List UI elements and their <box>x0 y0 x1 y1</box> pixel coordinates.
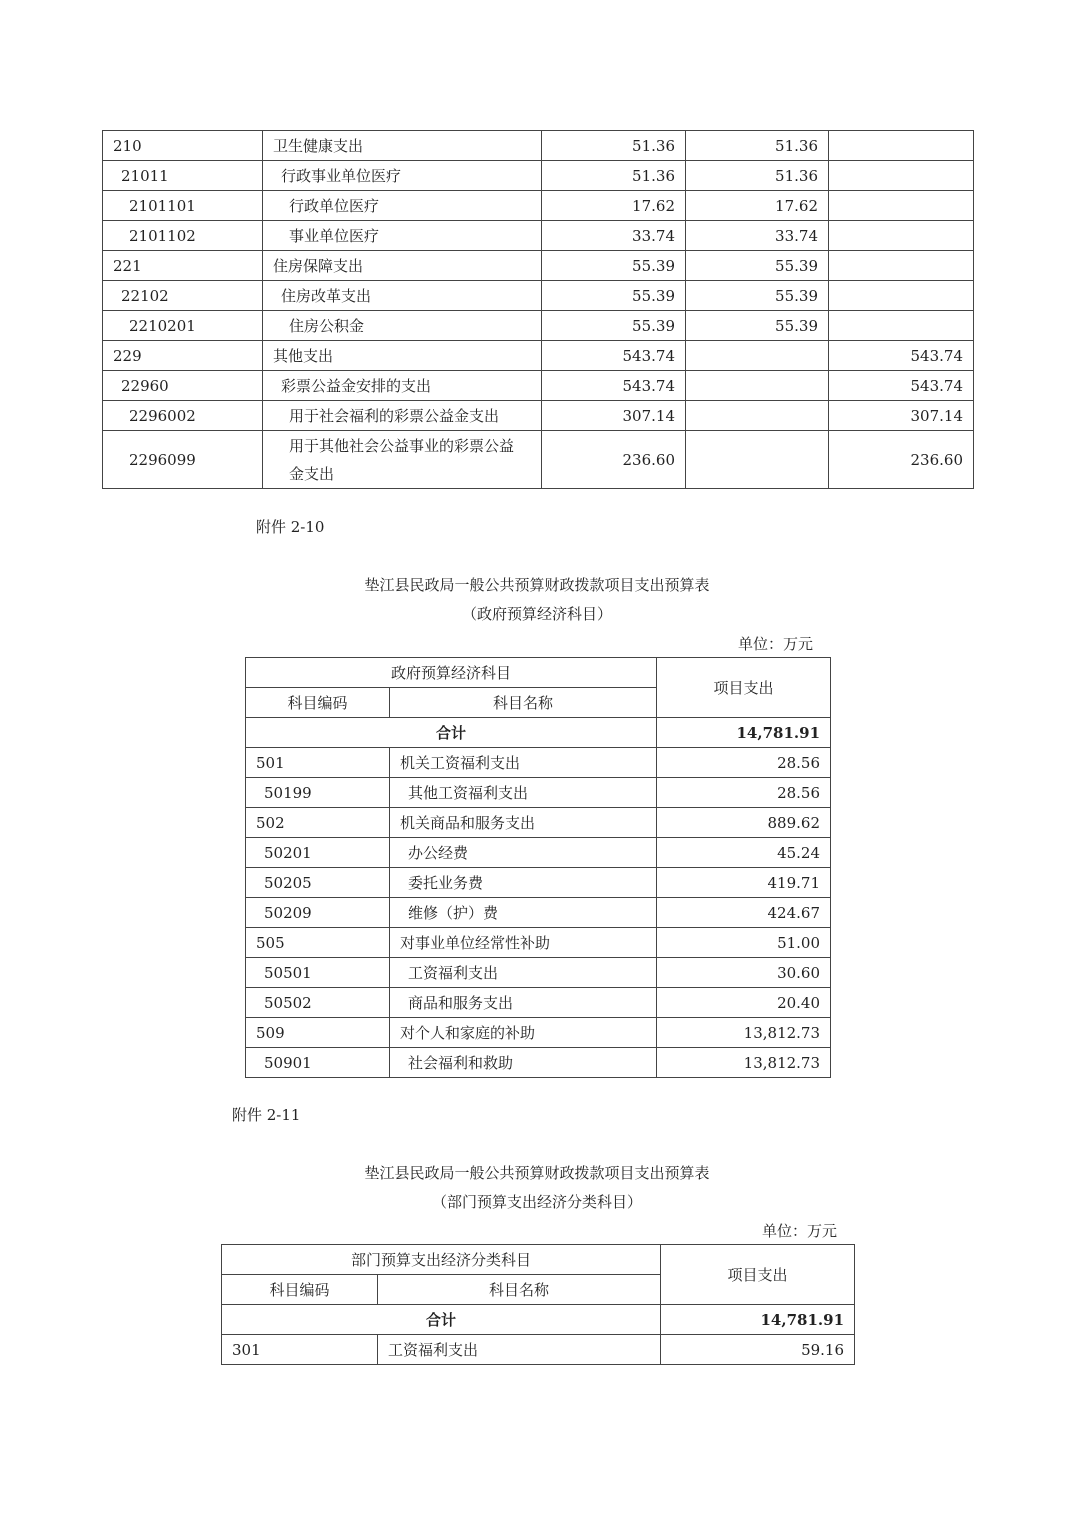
code-cell: 50502 <box>246 988 390 1018</box>
value-cell-1: 51.36 <box>542 161 686 191</box>
attachment-label-2-10: 附件 2-10 <box>256 518 325 536</box>
table-row <box>246 1048 831 1078</box>
table-1-body <box>103 131 974 489</box>
table-row <box>246 808 831 838</box>
value-cell: 51.00 <box>657 928 831 958</box>
table-2-col-value: 项目支出 <box>657 658 831 718</box>
table-row <box>103 371 974 401</box>
code-cell: 50199 <box>246 778 390 808</box>
value-cell-1: 307.14 <box>542 401 686 431</box>
code-cell: 50501 <box>246 958 390 988</box>
name-cell: 商品和服务支出 <box>390 988 657 1018</box>
value-cell-2: 55.39 <box>686 251 829 281</box>
value-cell: 20.40 <box>657 988 831 1018</box>
table-row <box>103 161 974 191</box>
table-3-col-name: 科目名称 <box>378 1275 661 1305</box>
value-cell-3 <box>829 281 974 311</box>
table-row <box>103 341 974 371</box>
code-cell: 2101102 <box>103 221 263 251</box>
table-row <box>103 131 974 161</box>
name-cell: 住房改革支出 <box>263 281 542 311</box>
value-cell-3: 543.74 <box>829 341 974 371</box>
table-row <box>103 281 974 311</box>
name-cell: 其他工资福利支出 <box>390 778 657 808</box>
name-cell: 行政单位医疗 <box>263 191 542 221</box>
value-cell-2: 55.39 <box>686 311 829 341</box>
table-row <box>103 221 974 251</box>
code-cell: 50201 <box>246 838 390 868</box>
table-2-total-value: 14,781.91 <box>657 718 831 748</box>
table-2-col-code: 科目编码 <box>246 688 390 718</box>
value-cell-3 <box>829 311 974 341</box>
table-row <box>246 958 831 988</box>
name-cell: 用于社会福利的彩票公益金支出 <box>263 401 542 431</box>
value-cell-3: 307.14 <box>829 401 974 431</box>
table-2-total-row <box>246 718 831 748</box>
value-cell-3: 236.60 <box>829 431 974 489</box>
value-cell-3: 543.74 <box>829 371 974 401</box>
table-2-col-name: 科目名称 <box>390 688 657 718</box>
table-row <box>246 778 831 808</box>
name-cell: 机关商品和服务支出 <box>390 808 657 838</box>
table-3-col-value: 项目支出 <box>661 1245 855 1305</box>
value-cell: 424.67 <box>657 898 831 928</box>
table-2-total-label: 合计 <box>246 718 657 748</box>
value-cell: 889.62 <box>657 808 831 838</box>
name-cell: 住房公积金 <box>263 311 542 341</box>
table-3-total-value: 14,781.91 <box>661 1305 855 1335</box>
table-3-body <box>222 1245 855 1365</box>
name-cell: 其他支出 <box>263 341 542 371</box>
table-row <box>246 838 831 868</box>
name-cell: 用于其他社会公益事业的彩票公益金支出 <box>263 431 542 489</box>
name-cell: 维修（护）费 <box>390 898 657 928</box>
value-cell: 13,812.73 <box>657 1048 831 1078</box>
value-cell: 419.71 <box>657 868 831 898</box>
code-cell: 50205 <box>246 868 390 898</box>
code-cell: 502 <box>246 808 390 838</box>
value-cell-3 <box>829 161 974 191</box>
table-row <box>103 431 974 489</box>
value-cell-2: 33.74 <box>686 221 829 251</box>
table-row <box>222 1335 855 1365</box>
value-cell-1: 55.39 <box>542 281 686 311</box>
code-cell: 2101101 <box>103 191 263 221</box>
value-cell: 45.24 <box>657 838 831 868</box>
table-3-col-code: 科目编码 <box>222 1275 378 1305</box>
table-row <box>246 898 831 928</box>
table-row <box>103 251 974 281</box>
table-3-total-row <box>222 1305 855 1335</box>
table-row <box>246 928 831 958</box>
value-cell-1: 55.39 <box>542 251 686 281</box>
code-cell: 2296002 <box>103 401 263 431</box>
name-cell: 工资福利支出 <box>378 1335 661 1365</box>
table-2-unit: 单位：万元 <box>738 635 814 653</box>
value-cell-2: 55.39 <box>686 281 829 311</box>
code-cell: 501 <box>246 748 390 778</box>
value-cell: 28.56 <box>657 778 831 808</box>
name-cell: 卫生健康支出 <box>263 131 542 161</box>
value-cell-1: 51.36 <box>542 131 686 161</box>
table-row <box>246 748 831 778</box>
value-cell-2: 51.36 <box>686 131 829 161</box>
table-3-total-label: 合计 <box>222 1305 661 1335</box>
value-cell: 30.60 <box>657 958 831 988</box>
table-3-unit: 单位：万元 <box>762 1222 838 1240</box>
name-cell: 机关工资福利支出 <box>390 748 657 778</box>
table-3-subtitle: （部门预算支出经济分类科目） <box>431 1193 642 1211</box>
code-cell: 229 <box>103 341 263 371</box>
name-cell: 彩票公益金安排的支出 <box>263 371 542 401</box>
code-cell: 505 <box>246 928 390 958</box>
table-3-header-row <box>222 1245 855 1275</box>
value-cell-1: 543.74 <box>542 341 686 371</box>
value-cell-3 <box>829 191 974 221</box>
table-2-title: 垫江县民政局一般公共预算财政拨款项目支出预算表 <box>364 576 710 594</box>
value-cell-3 <box>829 251 974 281</box>
value-cell-1: 55.39 <box>542 311 686 341</box>
value-cell-2: 17.62 <box>686 191 829 221</box>
value-cell-3 <box>829 221 974 251</box>
value-cell-2 <box>686 401 829 431</box>
name-cell: 办公经费 <box>390 838 657 868</box>
table-row <box>246 1018 831 1048</box>
code-cell: 221 <box>103 251 263 281</box>
name-cell: 住房保障支出 <box>263 251 542 281</box>
code-cell: 50901 <box>246 1048 390 1078</box>
value-cell: 13,812.73 <box>657 1018 831 1048</box>
code-cell: 21011 <box>103 161 263 191</box>
code-cell: 50209 <box>246 898 390 928</box>
value-cell-3 <box>829 131 974 161</box>
name-cell: 工资福利支出 <box>390 958 657 988</box>
value-cell-2 <box>686 371 829 401</box>
code-cell: 509 <box>246 1018 390 1048</box>
attachment-label-2-11: 附件 2-11 <box>232 1106 301 1124</box>
table-1 <box>102 130 974 489</box>
code-cell: 301 <box>222 1335 378 1365</box>
value-cell-2 <box>686 431 829 489</box>
code-cell: 22960 <box>103 371 263 401</box>
table-row <box>103 401 974 431</box>
value-cell: 28.56 <box>657 748 831 778</box>
table-2-header-row <box>246 658 831 688</box>
table-row <box>246 988 831 1018</box>
name-cell: 事业单位医疗 <box>263 221 542 251</box>
code-cell: 210 <box>103 131 263 161</box>
value-cell: 59.16 <box>661 1335 855 1365</box>
table-2-body <box>246 658 831 1078</box>
table-3-group-header: 部门预算支出经济分类科目 <box>222 1245 661 1275</box>
code-cell: 2296099 <box>103 431 263 489</box>
value-cell-1: 543.74 <box>542 371 686 401</box>
table-2-group-header: 政府预算经济科目 <box>246 658 657 688</box>
name-cell: 对个人和家庭的补助 <box>390 1018 657 1048</box>
code-cell: 22102 <box>103 281 263 311</box>
table-row <box>246 868 831 898</box>
value-cell-1: 33.74 <box>542 221 686 251</box>
value-cell-2 <box>686 341 829 371</box>
table-2-subtitle: （政府预算经济科目） <box>461 605 612 623</box>
name-cell: 委托业务费 <box>390 868 657 898</box>
value-cell-2: 51.36 <box>686 161 829 191</box>
table-2 <box>245 657 831 1078</box>
name-cell: 社会福利和救助 <box>390 1048 657 1078</box>
value-cell-1: 17.62 <box>542 191 686 221</box>
name-cell: 对事业单位经常性补助 <box>390 928 657 958</box>
table-3 <box>221 1244 855 1365</box>
table-3-title: 垫江县民政局一般公共预算财政拨款项目支出预算表 <box>364 1164 710 1182</box>
value-cell-1: 236.60 <box>542 431 686 489</box>
name-cell: 行政事业单位医疗 <box>263 161 542 191</box>
table-row <box>103 311 974 341</box>
code-cell: 2210201 <box>103 311 263 341</box>
table-row <box>103 191 974 221</box>
